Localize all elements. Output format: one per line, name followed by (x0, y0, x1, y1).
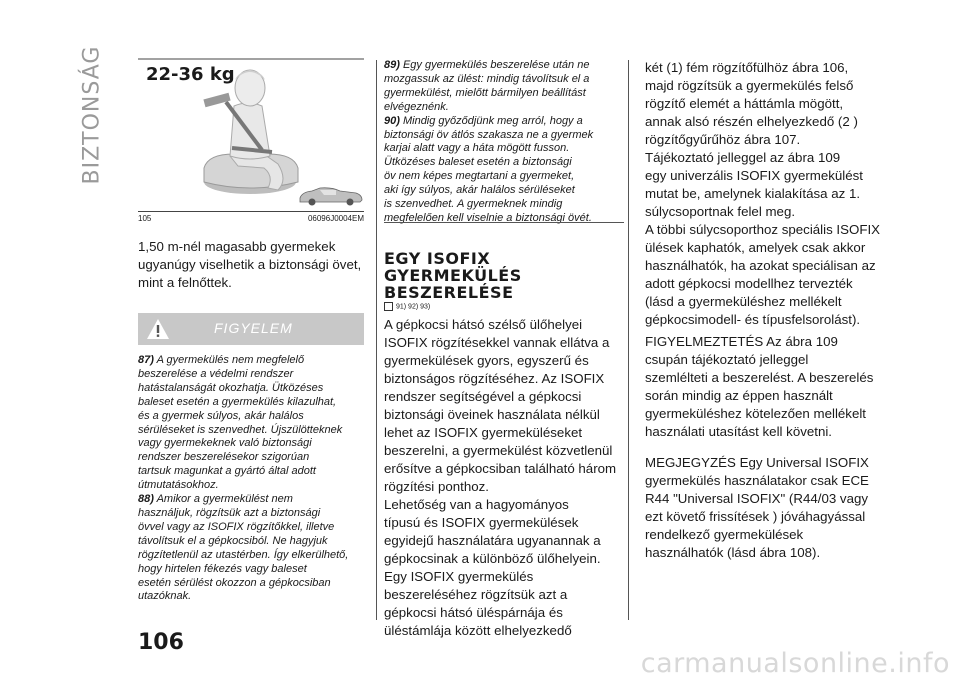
warning-references: 91) 92) 93) (384, 302, 430, 311)
warning-line: 88) Amikor a gyermekülést nem (138, 493, 293, 506)
figure-caption-bar (138, 211, 364, 224)
warning-line: megfelelően kell viselnie a biztonsági övét. (384, 211, 592, 224)
warning-line: rendszer beszerelésekor szigorúan (138, 451, 310, 464)
warning-icon (146, 318, 170, 340)
warning-line: sérüléseket is szenvedhet. Újszülötteknek (138, 423, 343, 436)
warning-line: öv nem képes megtartani a gyermeket, (384, 170, 575, 183)
figure-code: 06096J0004EM (307, 214, 364, 223)
col3-warning-note: FIGYELMEZTETÉS Az ábra 109 csupán tájékoztató jelleggel szemlélteti a beszerelést. A beszerelés során mindig az éppen használt gyermeküléshez kötelezően mellékelt használati utasítást kell követni. (645, 334, 874, 439)
reference-icon (384, 302, 393, 311)
warning-line: hatástalanságát okozhatja. Ütközéses (138, 381, 324, 394)
warning-title: FIGYELEM (214, 320, 293, 336)
warning-line: mozgassuk az ülést: mindig távolítsuk el a (384, 72, 590, 85)
figure-number: 105 (138, 214, 152, 223)
warning-text (138, 354, 366, 604)
warning-line: útmutatásokhoz. (138, 479, 219, 492)
col1-paragraph: 1,50 m-nél magasabb gyermekek ugyanúgy viselhetik a biztonsági övet, mint a felnőttek. (138, 239, 362, 290)
column-divider-2 (628, 60, 629, 620)
page-number: 106 (138, 630, 184, 655)
warning-line: elvégeznénk. (384, 100, 449, 113)
figure-label: 22-36 kg (146, 64, 235, 85)
warning-line: hogy hirtelen fékezés vagy baleset (138, 562, 307, 575)
warning-line: esetén sérülést okozzon a gépkocsiban (138, 576, 331, 589)
col3-remark-note: MEGJEGYZÉS Egy Universal ISOFIX gyermekülés használatakor csak ECE R44 "Universal ISOFIX" (R44/03 vagy ezt követő frissítések ) jóváhagyással rendelkező gyermekülések használhatók (lásd ábra 108). (645, 455, 869, 560)
watermark: carmanualsonline.info (640, 648, 950, 679)
warning-line: használjuk, rögzítsük azt a biztonsági (138, 506, 321, 519)
warning-line: biztonsági öv átlós szakasza ne a gyermek (384, 128, 594, 141)
warning-line: karjai alatt vagy a háta mögött fusson. (384, 142, 570, 155)
warning-line: baleset esetén a gyermekülés kilazulhat, (138, 395, 337, 408)
warning-line: is szenvedhet. A gyermeknek mindig (384, 198, 563, 211)
section-title: BIZTONSÁG (79, 45, 105, 185)
warning-line: távolítsuk el a gépkocsiból. Ne hagyjuk (138, 534, 328, 547)
warning-line: tartsuk magunkat a gyártó által adott (138, 465, 316, 478)
col2-separator (384, 222, 624, 223)
warning-line: 87) A gyermekülés nem megfelelő (138, 354, 305, 366)
warning-line: vagy gyermekeknek való biztonsági (138, 437, 312, 450)
warning-line: aki így súlyos, akár halálos sérüléseket (384, 184, 575, 197)
column-divider-1 (376, 60, 377, 620)
warning-banner (138, 313, 364, 345)
warning-line: 89) Egy gyermekülés beszerelése után ne (384, 59, 590, 71)
warning-line: rögzítetlenül az utastérben. Így elkerülhető, (138, 548, 349, 561)
warning-line: 90) Mindig győződjünk meg arról, hogy a (384, 114, 583, 127)
warning-line: beszerelése a védelmi rendszer (138, 367, 294, 380)
warning-line: és a gyermek súlyos, akár halálos (138, 409, 304, 422)
warning-line: övvel vagy az ISOFIX rögzítőkkel, illetve (138, 520, 335, 533)
warning-line: gyermekülést, mielőtt bármilyen beállítást (384, 86, 586, 99)
col2-body: A gépkocsi hátsó szélső ülőhelyei ISOFIX rögzítésekkel vannak ellátva a gyermekülések gyors, egyszerű és biztonságos rögzítéséhez. Az ISOFIX rendszer segítségével a gépkocsi biztonsági öveinek használata nélkül lehet az ISOFIX gyermeküléseket beszerelni, a gyermekülést közvetlenül erősítve a gépkocsiban található három rögzítési ponthoz. Lehetőség van a hagyományos típusú és ISOFIX gyermekülések egyidejű használatára ugyanannak a gépkocsinak a különböző ülőhelyein. Egy ISOFIX gyermekülés beszereléséhez rögzítsük azt a gépkocsi hátsó üléspárnája és üléstámlája között elhelyezkedő (384, 317, 617, 638)
col3-paragraph-1: két (1) fém rögzítőfülhöz ábra 106, majd rögzítsük a gyermekülés felső rögzítő elemét a háttámla mögött, annak alsó részén elhelyezkedő (2 ) rögzítőgyűrűhöz ábra 107. Tájékoztató jelleggel az ábra 109 egy univerzális ISOFIX gyermekülést mutat be, amelynek kialakítása az 1. súlycsoportnak felel meg. A többi súlycsoporthoz speciális ISOFIX ülések kaphatók, amelyek csak akkor használhatók, ha azokat speciálisan az adott gépkocsi modellhez tervezték (lásd a gyermeküléshez mellékelt gépkocsimodell- és típusfelsorolást). (645, 60, 881, 327)
warning-line: Ütközéses baleset esetén a biztonsági (384, 156, 572, 169)
col2-warning-continued (384, 59, 624, 226)
section-heading: EGY ISOFIX GYERMEKÜLÉS BESZERELÉSE (384, 249, 522, 302)
warning-line: utazóknak. (138, 590, 192, 603)
